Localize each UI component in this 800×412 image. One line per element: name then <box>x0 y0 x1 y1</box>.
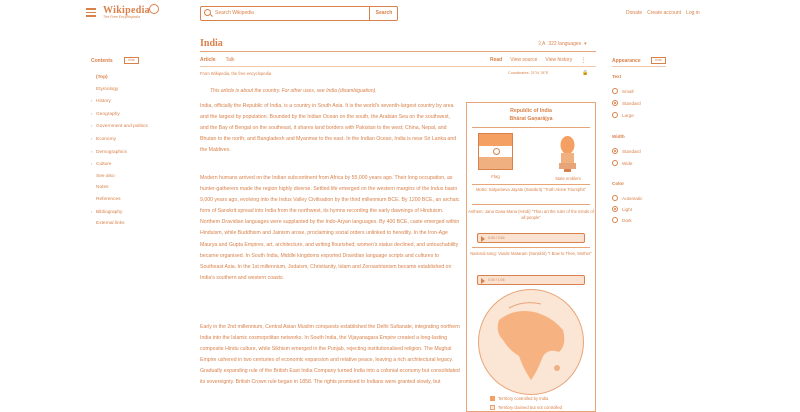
toc-item-label: Bibliography <box>96 209 123 215</box>
toc-item-label: External links <box>96 221 125 227</box>
chakra-icon <box>493 148 500 155</box>
infobox-native-name: Bhārat Gaṇarājya <box>509 116 553 122</box>
translate-icon: 文A <box>537 41 546 47</box>
toc-hide-button[interactable]: hide <box>124 57 139 64</box>
flag-image[interactable] <box>478 133 513 170</box>
chevron-right-icon[interactable]: › <box>91 135 93 141</box>
chevron-right-icon[interactable]: › <box>91 123 93 129</box>
text-size-label: Text <box>612 74 622 79</box>
radio-button[interactable] <box>612 148 618 154</box>
radio-button[interactable] <box>612 206 618 212</box>
map-legend-controlled: Territory controlled by India <box>490 396 548 401</box>
user-links <box>626 10 700 16</box>
radio-button[interactable] <box>612 100 618 106</box>
site-sub: From Wikipedia, the free encyclopedia <box>200 71 272 76</box>
toc-item-label: Government and politics <box>96 124 148 130</box>
login-link[interactable]: Log in <box>686 10 700 16</box>
toc-item[interactable] <box>91 95 148 108</box>
donate-link[interactable]: Donate <box>626 10 643 16</box>
more-icon: ⋮ <box>580 58 587 64</box>
radio-label: Dark <box>622 217 632 223</box>
toc-item[interactable] <box>91 171 148 183</box>
toc-item-label: Notes <box>96 185 109 191</box>
tab-view-source[interactable]: View source <box>510 57 538 63</box>
chevron-down-icon: ▾ <box>584 40 587 47</box>
language-button[interactable] <box>537 40 587 47</box>
puzzle-globe-icon <box>149 4 159 14</box>
appearance-divider <box>612 66 666 67</box>
toc-item-label: History <box>96 99 111 105</box>
toc-title: Contents <box>91 58 113 64</box>
radio-label: Standard <box>622 148 641 154</box>
lead-paragraph-1: India, officially the Republic of India, is a country in South Asia. It is the world's seventh-largest country by area and the largest by population. Bounded by the Indian Ocean on the south, the Arabian Sea on the southwest, and the Bay of Bengal on the southeast, it shares land borders with Pakistan to the west; China, Nepal, and Bhutan to the north; and Bangladesh and Myanmar to the east. In the Indian Ocean, India is near Sri Lanka and the Maldives. <box>200 103 457 154</box>
lead-paragraph-2: Modern humans arrived on the Indian subcontinent from Africa by 55,000 years ago. Their long occupation, as hunter-gatherers made the region highly diverse. Settled life emerged on the western margins of the Indus basin 9,000 years ago, evolving into the Indus Valley Civilisation by the third millennium BCE. By 1200 BCE, an archaic form of Sanskrit spread into India from the northwest, its hymns recording the early dawnings of Hinduism. Northern Dravidian languages were supplanted by the Indo-Aryan languages. By 400 BCE, caste emerged within Hinduism, while Buddhism and Jainism arose, proclaiming social orders unlinked to heredity. In the Iron-Age Maurya and Gupta Empires, art, architecture, and writing flourished; women's status declined, and untouchability became organised. In South India, Middle kingdoms exported Dravidian language scripts and cultures to Southeast Asia. In the 1st millennium, Judaism, Christianity, Islam and Zoroastrianism became established on India's southern and western coasts. <box>200 175 460 281</box>
tab-view-history[interactable]: View history <box>545 57 573 63</box>
title-divider <box>200 51 596 52</box>
emblem-caption[interactable]: State emblem <box>555 176 581 181</box>
toc-item-label: Economy <box>96 136 116 142</box>
radio-option[interactable] <box>612 100 641 106</box>
play-icon[interactable] <box>481 236 485 242</box>
toc-item[interactable] <box>91 194 148 206</box>
lock-icon: 🔒 <box>582 70 589 76</box>
tools-menu[interactable] <box>580 57 586 64</box>
legend-swatch <box>490 396 495 401</box>
view-tabs <box>490 57 586 64</box>
radio-button[interactable] <box>612 217 618 223</box>
toc-item[interactable] <box>91 108 148 121</box>
infobox-anthem: Anthem: Jana Gana Mana (Hindi) "Thou art the ruler of the minds of all people" <box>468 209 594 220</box>
lead-paragraph-3: Early in the 2nd millennium, Central Asian Muslim conquests established the Delhi Sultanate, integrating northern India into the Islamic cosmopolitan networks. In South India, the Vijayanagara Empire created a long-lasting composite Hindu culture, while Sikhism emerged in the Punjab, rejecting institutionalised religion. The Mughal Empire ushered in two centuries of economic expansion and relative peace, leaving a rich architectural legacy. Gradually expanding rule of the British East India Company turned India into a colonial economy but consolidated its sovereignty. British Crown rule began in 1858. The rights promised to Indians were granted slowly, but <box>200 324 460 386</box>
tab-talk[interactable]: Talk <box>225 57 235 63</box>
toc-item[interactable] <box>91 133 148 146</box>
toc-item-label: Geography <box>96 111 120 117</box>
tab-article[interactable]: Article <box>200 57 216 63</box>
color-label: Color <box>612 181 624 186</box>
infobox-header <box>466 107 596 123</box>
appearance-title: Appearance <box>612 58 641 64</box>
text-size-options <box>612 88 641 124</box>
radio-button[interactable] <box>612 88 618 94</box>
site-tagline: The Free Encyclopedia <box>103 15 140 19</box>
infobox-motto: Motto: Satyameva Jayate (Sanskrit) "Truth Alone Triumphs" <box>475 187 587 192</box>
toc-item[interactable] <box>91 146 148 159</box>
toc-item-label: See also <box>96 173 115 179</box>
radio-label: Automatic <box>622 195 643 201</box>
coordinates[interactable]: Coordinates: 21°N 78°E <box>508 71 549 75</box>
chevron-right-icon[interactable]: › <box>91 208 93 214</box>
flag-caption[interactable]: Flag <box>491 174 500 179</box>
audio-duration: 0:00 / 1:05 <box>488 278 505 282</box>
toc-item-label: References <box>96 196 121 202</box>
create-account-link[interactable]: Create account <box>647 10 682 16</box>
main-menu-button[interactable] <box>86 8 96 17</box>
color-options <box>612 195 642 228</box>
radio-option[interactable] <box>612 148 641 154</box>
toc-item[interactable] <box>91 158 148 171</box>
radio-label: Standard <box>622 100 641 106</box>
infobox-divider <box>472 204 590 205</box>
search-icon <box>204 9 211 16</box>
radio-button[interactable] <box>612 160 618 166</box>
map-legend-claimed: Territory claimed but not controlled <box>490 405 562 410</box>
toc-item-label: (Top) <box>96 75 108 80</box>
chevron-right-icon[interactable]: › <box>91 148 93 154</box>
state-emblem-image[interactable] <box>555 133 580 173</box>
chevron-right-icon[interactable]: › <box>91 110 93 116</box>
language-count: 322 languages <box>548 40 582 47</box>
song-audio-player[interactable] <box>477 275 585 285</box>
location-map[interactable] <box>478 289 584 395</box>
radio-label: Small <box>622 88 634 94</box>
width-options <box>612 148 641 172</box>
infobox-name: Republic of India <box>510 108 552 114</box>
toc-item[interactable] <box>91 218 148 230</box>
legend-swatch <box>490 405 495 410</box>
appearance-hide-button[interactable]: hide <box>651 57 666 64</box>
toc-item[interactable] <box>91 120 148 133</box>
toc-item[interactable] <box>91 72 148 84</box>
chevron-right-icon[interactable]: › <box>91 98 93 104</box>
tabs-divider <box>200 66 596 67</box>
radio-option[interactable] <box>612 88 641 94</box>
radio-label: Large <box>622 112 634 118</box>
anthem-audio-player[interactable] <box>477 233 585 243</box>
width-label: Width <box>612 134 625 139</box>
infobox-divider <box>472 247 590 248</box>
table-of-contents <box>91 72 148 230</box>
infobox-national-song: National song: Vande Mataram (Sanskrit) "I Bow to Thee, Mother" <box>470 251 592 256</box>
hatnote: This article is about the country. For other uses, see India (disambiguation). <box>210 88 377 94</box>
radio-label: Wide <box>622 160 633 166</box>
tab-read[interactable]: Read <box>490 57 503 63</box>
toc-item[interactable] <box>91 84 148 96</box>
toc-item-label: Culture <box>96 162 112 168</box>
search-button[interactable]: Search <box>369 6 398 21</box>
radio-button[interactable] <box>612 112 618 118</box>
toc-item[interactable] <box>91 206 148 219</box>
infobox-divider <box>472 184 590 185</box>
radio-label: Light <box>622 206 632 212</box>
infobox-divider <box>472 127 590 128</box>
radio-option[interactable] <box>612 206 642 212</box>
radio-option[interactable] <box>612 195 642 201</box>
namespace-tabs <box>200 57 234 63</box>
site-logo[interactable]: Wikipedia <box>103 5 150 16</box>
radio-option[interactable] <box>612 160 641 166</box>
play-icon[interactable] <box>481 278 485 284</box>
radio-option[interactable] <box>612 112 641 118</box>
search-input[interactable]: Search Wikipedia <box>215 10 254 16</box>
page-title: India <box>200 38 223 49</box>
radio-option[interactable] <box>612 217 642 223</box>
radio-button[interactable] <box>612 195 618 201</box>
audio-duration: 0:00 / 0:54 <box>488 236 505 240</box>
chevron-right-icon[interactable]: › <box>91 161 93 167</box>
toc-item-label: Etymology <box>96 86 119 92</box>
toc-item-label: Demographics <box>96 149 127 155</box>
toc-item[interactable] <box>91 182 148 194</box>
